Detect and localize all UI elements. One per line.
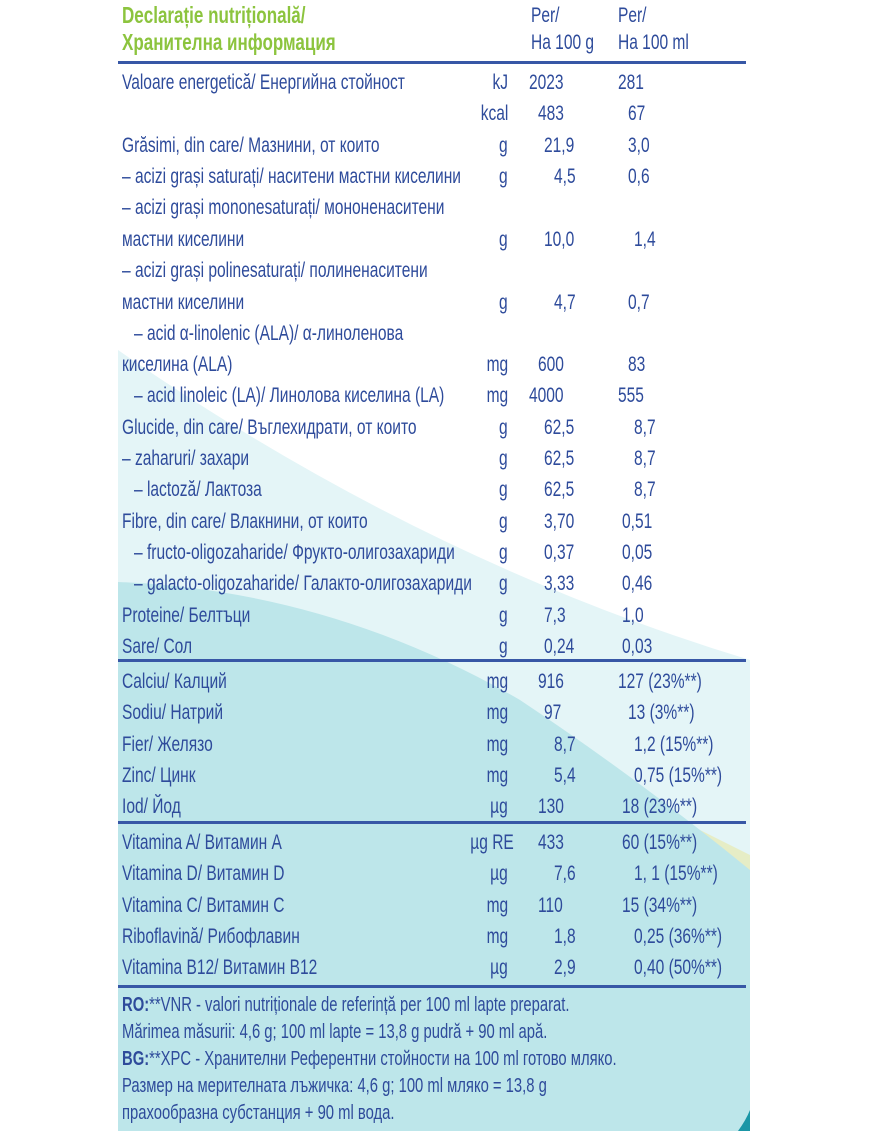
- footer-divider: [118, 985, 746, 988]
- footnote-bg-3: прахообразна субстанция + 90 ml вода.: [122, 1102, 395, 1124]
- value-per-100ml: 281: [618, 71, 644, 94]
- table-row-mufa-label: – acizi grași mononesaturați/ мононенаситени: [122, 196, 445, 219]
- table-row-gos: – galacto-oligozaharide/ Галакто-олигозахариди g 3,33 0,46: [134, 572, 653, 595]
- row-label: Valoare energetică/ Енергийна стойност: [122, 71, 405, 94]
- vitamins-divider: [118, 821, 746, 824]
- table-row-energy-kcal: [118, 98, 750, 129]
- table-row-fos: – fructo-oligozaharide/ Фрукто-олигозахариди g 0,37 0,05: [134, 541, 653, 564]
- table-row-fibre: Fibre, din care/ Влакнини, от които g 3,70 0,51: [122, 510, 653, 533]
- table-row-vitamin-c: Vitamina C/ Витамин C mg 110 15 (34%**): [122, 894, 698, 917]
- row-unit: kcal: [480, 102, 508, 125]
- table-row-salt: Sare/ Сол g 0,24 0,03: [122, 635, 653, 658]
- row-unit: kJ: [492, 71, 508, 94]
- table-row-carbohydrates: Glucide, din care/ Въглехидрати, от които g 62,5 8,7: [122, 416, 656, 439]
- title-bg: Хранителна информация: [122, 29, 336, 55]
- footnote-ro-2: Mărimea măsurii: 4,6 g; 100 ml lapte = 13,8 g pudră + 90 ml apă.: [122, 1021, 548, 1043]
- footnote-ro-1: RO:**VNR - valori nutriționale de referință per 100 ml lapte preparat.: [122, 994, 570, 1016]
- table-row-vitamin-d: Vitamina D/ Витамин D µg 7,6 1, 1 (15%**): [122, 862, 718, 885]
- table-row-riboflavin: Riboflavină/ Рибофлавин mg 1,8 0,25 (36%**): [122, 925, 723, 948]
- table-row-pufa: мастни киселини g 4,7 0,7: [122, 291, 650, 314]
- table-row-zinc: Zinc/ Цинк mg 5,4 0,75 (15%**): [122, 764, 723, 787]
- footnotes: [122, 992, 762, 1127]
- column-header-per-100g: Per/ Ha 100 g: [531, 4, 595, 54]
- nutrition-panel: [118, 0, 750, 1131]
- table-row-protein: Proteine/ Белтъци g 7,3 1,0: [122, 604, 644, 627]
- column-header-per-100ml: Per/ Ha 100 ml: [618, 4, 689, 54]
- table-row-mufa: мастни киселини g 10,0 1,4: [122, 228, 656, 251]
- table-title: [122, 2, 411, 56]
- minerals-divider: [118, 659, 746, 662]
- value-per-100g: 2023: [529, 71, 564, 94]
- table-row-vitamin-a: Vitamina A/ Витамин A µg RE 433 60 (15%**): [122, 831, 698, 854]
- table-row-ala-label: – acid α-linolenic (ALA)/ α-линоленова: [134, 322, 404, 345]
- title-ro: Declarație nutrițională/: [122, 2, 306, 28]
- table-row-calcium: Calciu/ Калций mg 916 127 (23%**): [122, 670, 702, 693]
- header-divider: [118, 61, 746, 64]
- value-per-100g: 483: [538, 102, 564, 125]
- table-row-la: – acid linoleic (LA)/ Линолова киселина (LA) mg 4000 555: [134, 384, 644, 407]
- value-per-100ml: 67: [628, 102, 646, 125]
- table-row-sugars: – zaharuri/ захари g 62,5 8,7: [122, 447, 656, 470]
- footnote-bg-1: BG:**XPC - Хранителни Референтни стойности на 100 ml готово мляко.: [122, 1048, 617, 1070]
- table-row-energy-kj: [118, 67, 750, 98]
- table-row-iron: Fier/ Желязо mg 8,7 1,2 (15%**): [122, 733, 714, 756]
- table-row-iodine: Iod/ Йод µg 130 18 (23%**): [122, 795, 698, 818]
- table-row-pufa-label: – acizi grași polinesaturați/ полиненаситени: [122, 259, 428, 282]
- table-row-ala: киселина (ALA) mg 600 83: [122, 353, 646, 376]
- table-row-sodium: Sodiu/ Натрий mg 97 13 (3%**): [122, 701, 695, 724]
- table-row-saturated-fat: – acizi grași saturați/ наситени мастни киселини g 4,5 0,6: [122, 165, 650, 188]
- footnote-bg-2: Размер на мерителната лъжичка: 4,6 g; 100 ml мляко = 13,8 g: [122, 1075, 547, 1097]
- table-row-lactose: – lactoză/ Лактоза g 62,5 8,7: [134, 478, 656, 501]
- table-row-fat: Grăsimi, din care/ Мазнини, от които g 21,9 3,0: [122, 134, 650, 157]
- table-row-vitamin-b12: Vitamina B12/ Витамин B12 µg 2,9 0,40 (50%**): [122, 956, 723, 979]
